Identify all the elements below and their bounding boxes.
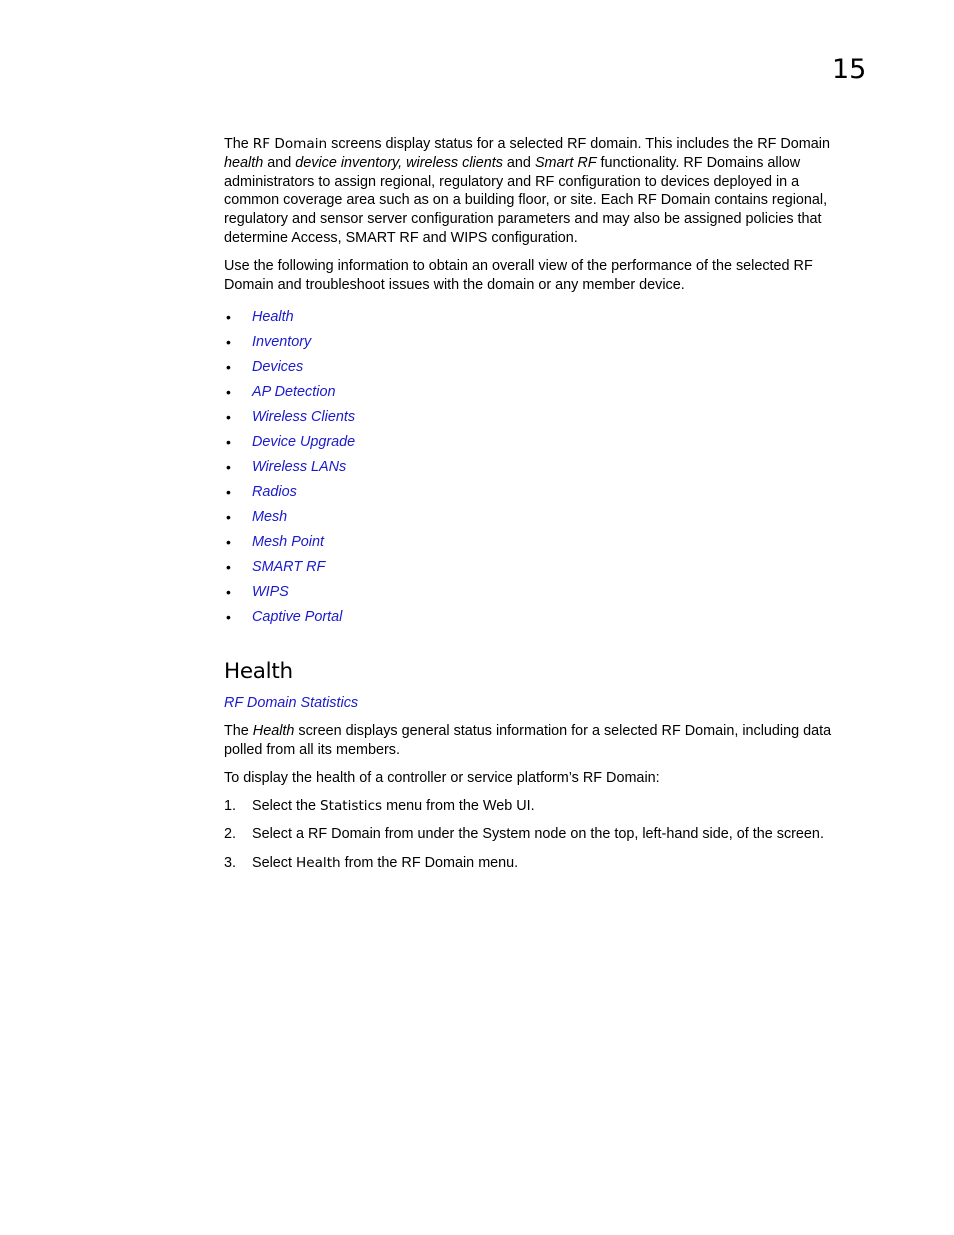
- link-inventory[interactable]: Inventory: [252, 334, 312, 351]
- rf-domain-term: RF Domain: [252, 136, 328, 152]
- intro-text-3: and: [263, 154, 296, 171]
- health-desc-text-1: The: [224, 723, 253, 740]
- step-text: from the RF Domain menu.: [340, 855, 519, 872]
- list-item: [224, 333, 856, 358]
- link-device-upgrade[interactable]: Device Upgrade: [252, 434, 356, 451]
- link-devices[interactable]: Devices: [252, 359, 304, 376]
- health-term: health: [224, 154, 264, 171]
- bullet-icon: •: [226, 534, 231, 551]
- bullet-icon: •: [226, 334, 231, 351]
- step-number: 3.: [224, 855, 237, 872]
- health-description: [224, 722, 856, 760]
- overview-paragraph: Use the following information to obtain an overall view of the performance of the selected RF Domain and troubleshoot issues with the domain or any member device.: [224, 257, 813, 293]
- list-item: [224, 458, 856, 483]
- list-item: [224, 433, 856, 458]
- list-item: [224, 825, 856, 844]
- link-smart-rf[interactable]: SMART RF: [252, 559, 326, 576]
- health-desc-text-2: screen displays general status information for a selected RF Domain, including data polled from all its members.: [224, 723, 832, 758]
- list-item: [224, 558, 856, 583]
- intro-paragraph: [224, 135, 856, 248]
- bullet-icon: •: [226, 434, 231, 451]
- intro-text-5: functionality. RF Domains allow administrators to assign regional, regulatory and RF configuration to devices deployed in a common coverage area such as on a building floor, or site. Each RF Domain contains regional, regulatory and sensor server configuration parameters and may also be assigned policies that determine Access, SMART RF and WIPS configuration.: [224, 154, 828, 246]
- link-ap-detection[interactable]: AP Detection: [252, 384, 336, 401]
- step-text: Select the: [252, 797, 320, 814]
- step-number: 2.: [224, 826, 237, 843]
- link-health[interactable]: Health: [252, 309, 294, 326]
- topic-link-list: [224, 308, 856, 633]
- bullet-icon: •: [226, 609, 231, 626]
- link-radios[interactable]: Radios: [252, 484, 297, 501]
- list-item: [224, 483, 856, 508]
- list-item: [224, 308, 856, 333]
- list-item: [224, 533, 856, 558]
- bullet-icon: •: [226, 559, 231, 576]
- statistics-term: Statistics: [320, 797, 383, 814]
- link-captive-portal[interactable]: Captive Portal: [252, 609, 343, 626]
- procedure-steps: [224, 797, 856, 873]
- list-item: [224, 358, 856, 383]
- link-mesh[interactable]: Mesh: [252, 509, 288, 526]
- list-item: [224, 797, 856, 816]
- link-wireless-clients[interactable]: Wireless Clients: [252, 409, 356, 426]
- list-item: [224, 508, 856, 533]
- step-text: Select: [252, 855, 296, 872]
- list-item: [224, 383, 856, 408]
- bullet-icon: •: [226, 584, 231, 601]
- list-item: [224, 583, 856, 608]
- step-text: Select a RF Domain from under the System node on the top, left-hand side, of the screen.: [252, 826, 824, 843]
- intro-text-4: and: [502, 154, 535, 171]
- section-heading-health: Health: [224, 659, 293, 685]
- step-number: 1.: [224, 797, 237, 814]
- subtopic-links: [224, 694, 856, 713]
- link-wireless-lans[interactable]: Wireless LANs: [252, 459, 347, 476]
- health-menu-term: Health: [296, 855, 341, 872]
- bullet-icon: •: [226, 309, 231, 326]
- link-wips[interactable]: WIPS: [252, 584, 289, 601]
- chapter-number: 15: [832, 54, 867, 85]
- bullet-icon: •: [226, 484, 231, 501]
- bullet-icon: •: [226, 359, 231, 376]
- link-mesh-point[interactable]: Mesh Point: [252, 534, 324, 551]
- list-item: [224, 854, 856, 873]
- intro-text-1: The: [224, 136, 253, 152]
- procedure-intro: To display the health of a controller or service platform’s RF Domain:: [224, 769, 660, 786]
- bullet-icon: •: [226, 384, 231, 401]
- link-rf-domain-statistics[interactable]: RF Domain Statistics: [224, 695, 359, 712]
- main-content: [224, 135, 856, 883]
- bullet-icon: •: [226, 509, 231, 526]
- device-inventory-term: device inventory, wireless clients: [295, 154, 503, 171]
- list-item: [224, 608, 856, 633]
- bullet-icon: •: [226, 409, 231, 426]
- health-screen-term: Health: [252, 723, 295, 740]
- step-text: menu from the Web UI.: [382, 797, 535, 814]
- smart-rf-term: Smart RF: [534, 154, 597, 171]
- list-item: [224, 408, 856, 433]
- intro-text-2: screens display status for a selected RF domain. This includes the RF Domain: [327, 136, 830, 152]
- bullet-icon: •: [226, 459, 231, 476]
